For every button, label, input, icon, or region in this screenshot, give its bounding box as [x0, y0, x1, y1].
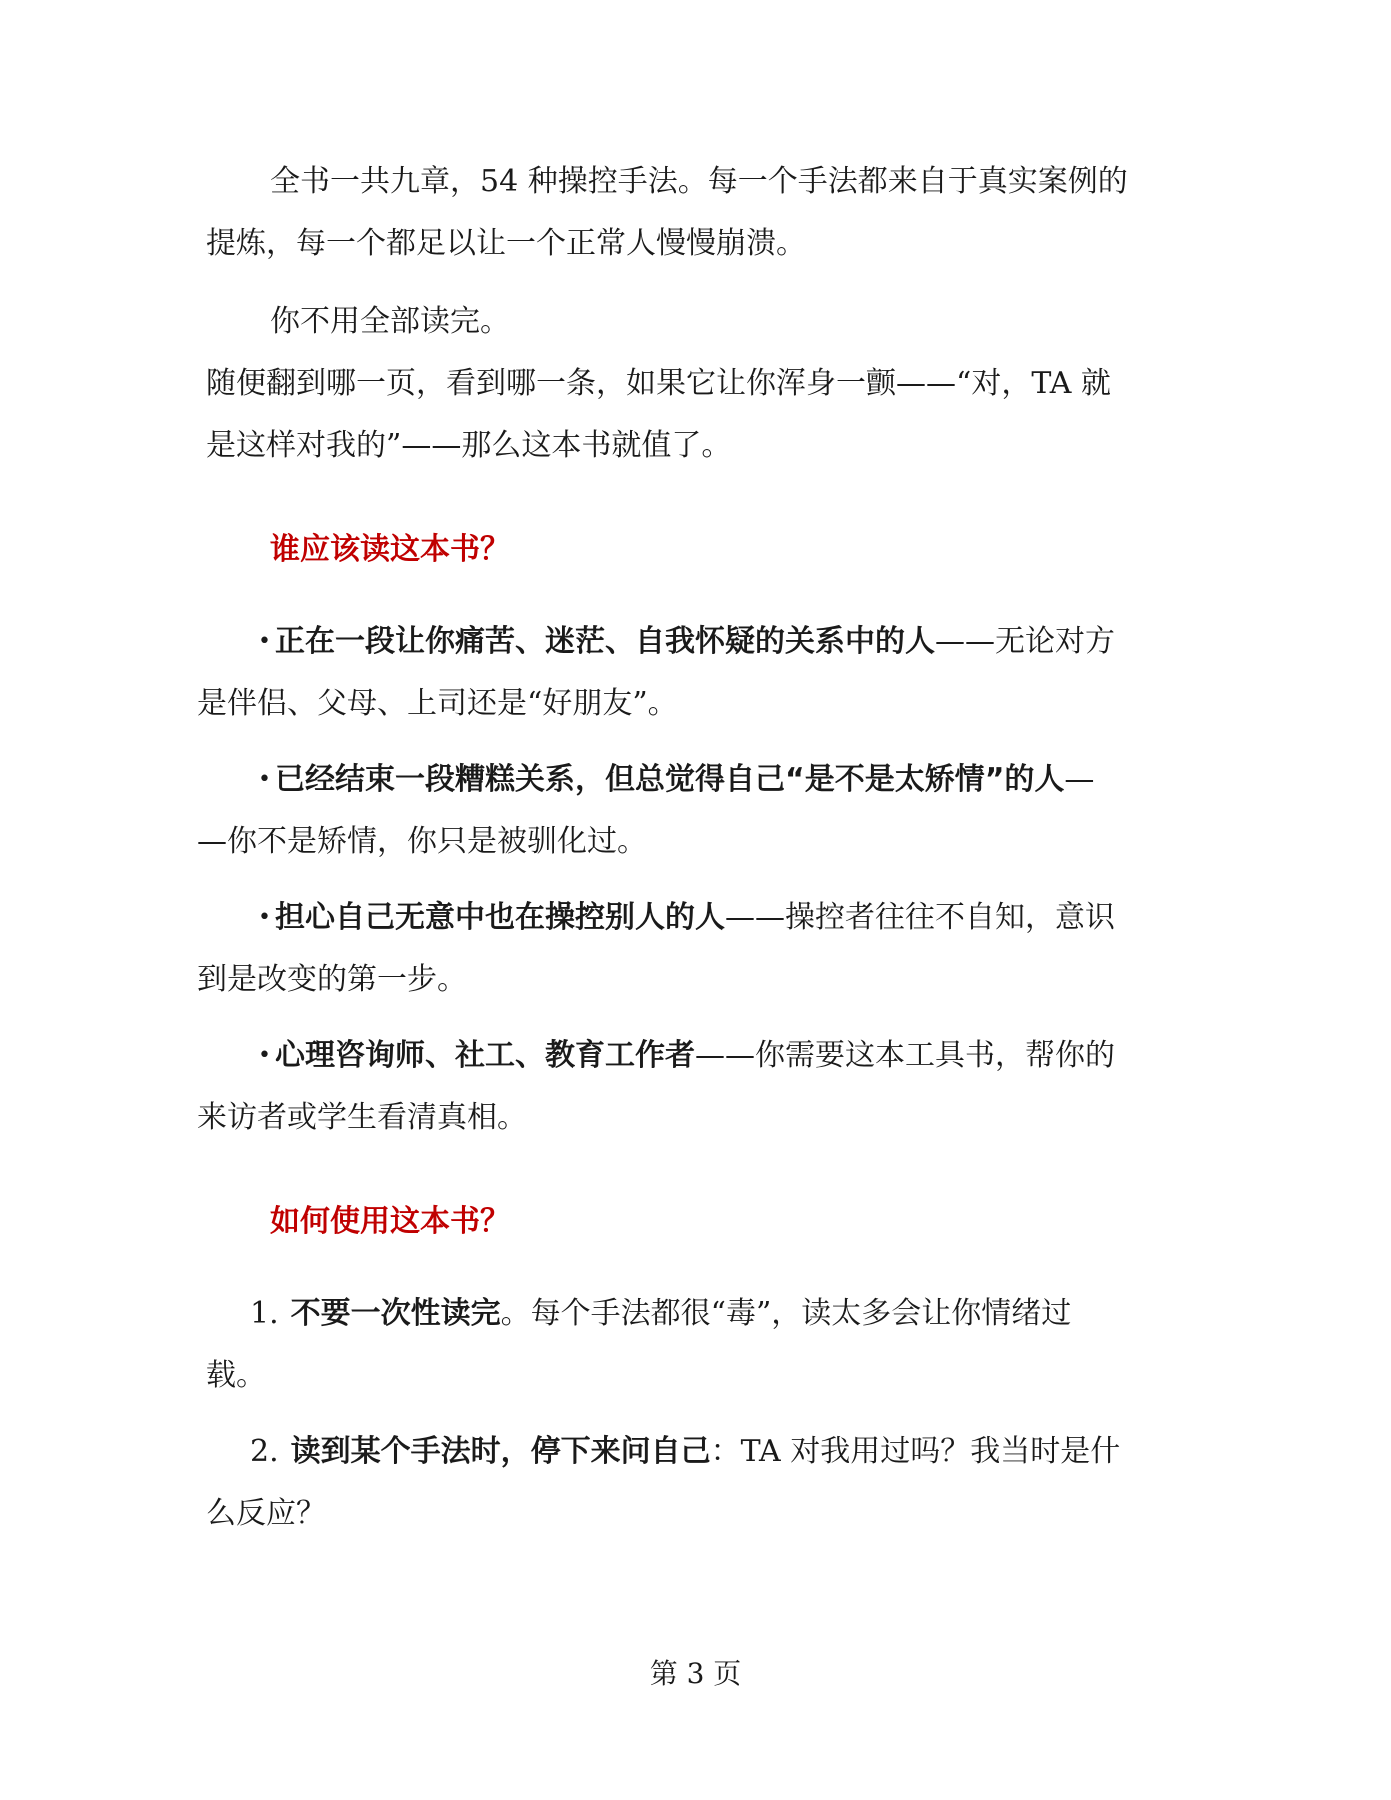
intro-p1-line1: 全书一共九章，54 种操控手法。每一个手法都来自于真实案例的: [270, 164, 1128, 199]
bullet-icon: •: [258, 1043, 271, 1068]
who-item-1-bold: 正在一段让你痛苦、迷茫、自我怀疑的关系中的人: [274, 624, 935, 659]
who-item-2-line1: [258, 760, 1094, 800]
how-item-1-line2: 载。: [206, 1358, 266, 1393]
who-item-4-line2: 来访者或学生看清真相。: [197, 1100, 527, 1135]
bullet-icon: •: [258, 767, 271, 792]
who-item-3-line2: 到是改变的第一步。: [197, 962, 467, 997]
who-item-4-line1: [258, 1036, 1115, 1076]
page-number: 第 3 页: [649, 1657, 742, 1690]
how-item-2-rest: ：TA 对我用过吗？我当时是什: [710, 1434, 1121, 1469]
how-item-1-rest: 。每个手法都很“毒”，读太多会让你情绪过: [500, 1296, 1072, 1331]
intro-p3-line1: 随便翻到哪一页，看到哪一条，如果它让你浑身一颤——“对，TA 就: [206, 366, 1111, 401]
intro-p1-line2: 提炼，每一个都足以让一个正常人慢慢崩溃。: [206, 226, 806, 261]
section-heading-who: 谁应该读这本书？: [270, 532, 510, 567]
bullet-icon: •: [258, 905, 271, 930]
intro-p3-line2: 是这样对我的”——那么这本书就值了。: [206, 428, 732, 463]
who-item-4-bold: 心理咨询师、社工、教育工作者: [274, 1038, 695, 1073]
who-item-2-bold: 已经结束一段糟糕关系，但总觉得自己“是不是太矫情”的人: [274, 762, 1065, 797]
who-item-1-line1: [258, 622, 1115, 662]
how-item-1-number: 1.: [250, 1296, 279, 1331]
who-item-2-rest: —: [1064, 762, 1095, 797]
how-item-2-line1: [250, 1432, 1120, 1472]
how-item-2-bold: 读到某个手法时，停下来问自己: [290, 1434, 711, 1469]
how-item-2-line2: 么反应？: [206, 1496, 326, 1531]
how-item-1-bold: 不要一次性读完: [290, 1296, 501, 1331]
who-item-2-line2: —你不是矫情，你只是被驯化过。: [197, 824, 647, 859]
who-item-1-line2: 是伴侣、父母、上司还是“好朋友”。: [197, 686, 678, 721]
how-item-2-number: 2.: [250, 1434, 279, 1469]
intro-p2: 你不用全部读完。: [270, 304, 510, 339]
who-item-3-rest: ——操控者往往不自知，意识: [724, 900, 1115, 935]
how-item-1-line1: [250, 1294, 1071, 1334]
who-item-4-rest: ——你需要这本工具书，帮你的: [694, 1038, 1115, 1073]
who-item-3-bold: 担心自己无意中也在操控别人的人: [274, 900, 725, 935]
section-heading-how: 如何使用这本书？: [270, 1204, 510, 1239]
bullet-icon: •: [258, 629, 271, 654]
who-item-1-rest: ——无论对方: [934, 624, 1115, 659]
who-item-3-line1: [258, 898, 1115, 938]
